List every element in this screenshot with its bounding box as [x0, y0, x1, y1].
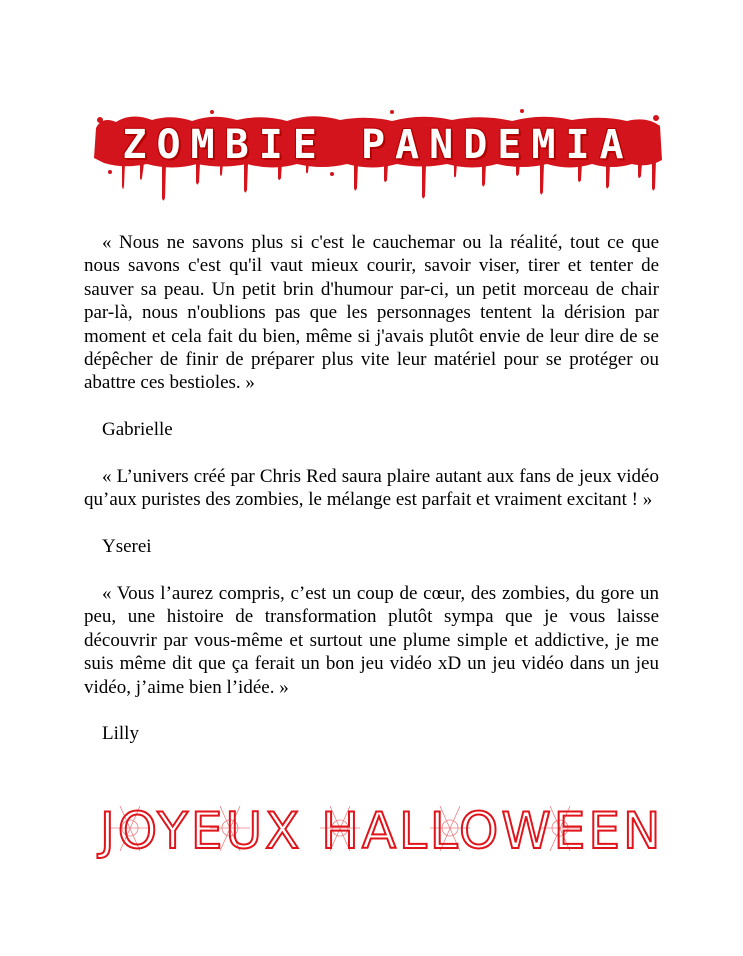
review-quote-2: « L’univers créé par Chris Red saura plaire autant aux fans de jeux vidéo qu’aux puristes des zombies, le mélange est parfait et vraiment excitant ! » [84, 466, 659, 511]
book-title: ZOMBIE PANDEMIA [122, 122, 634, 168]
footer-banner [100, 796, 664, 862]
review-quote-3: « Vous l’aurez compris, c’est un coup de cœur, des zombies, du gore un peu, une histoire de transformation plutôt sympa que je vous laisse découvrir par vous-même et surtout une plume simple et addictive, je me suis même dit que ça ferait un bon jeu vidéo xD un jeu vidéo dans un jeu vidéo, j’aime bien l’idée. » [84, 583, 659, 698]
review-section [84, 231, 659, 746]
review-author-2: Yserei [102, 536, 152, 558]
title-banner [92, 108, 664, 202]
review-quote-1: « Nous ne savons plus si c'est le cauchemar ou la réalité, tout ce que nous savons c'est qu'il vaut mieux courir, savoir viser, tirer et tenter de sauver sa peau. Un petit brin d'humour par-ci, un petit morceau de chair par-là, nous n'oublions pas que les personnages tentent la dérision par moment et cela fait du bien, même si j'avais plutôt envie de leur dire de se dépêcher de finir de préparer plus vite leur matériel pour se protéger ou abattre ces bestioles. » [84, 232, 659, 394]
halloween-greeting: JOYEUX HALLOWEEN [100, 802, 664, 860]
review-author-1: Gabrielle [102, 419, 173, 441]
review-author-3: Lilly [102, 723, 139, 745]
